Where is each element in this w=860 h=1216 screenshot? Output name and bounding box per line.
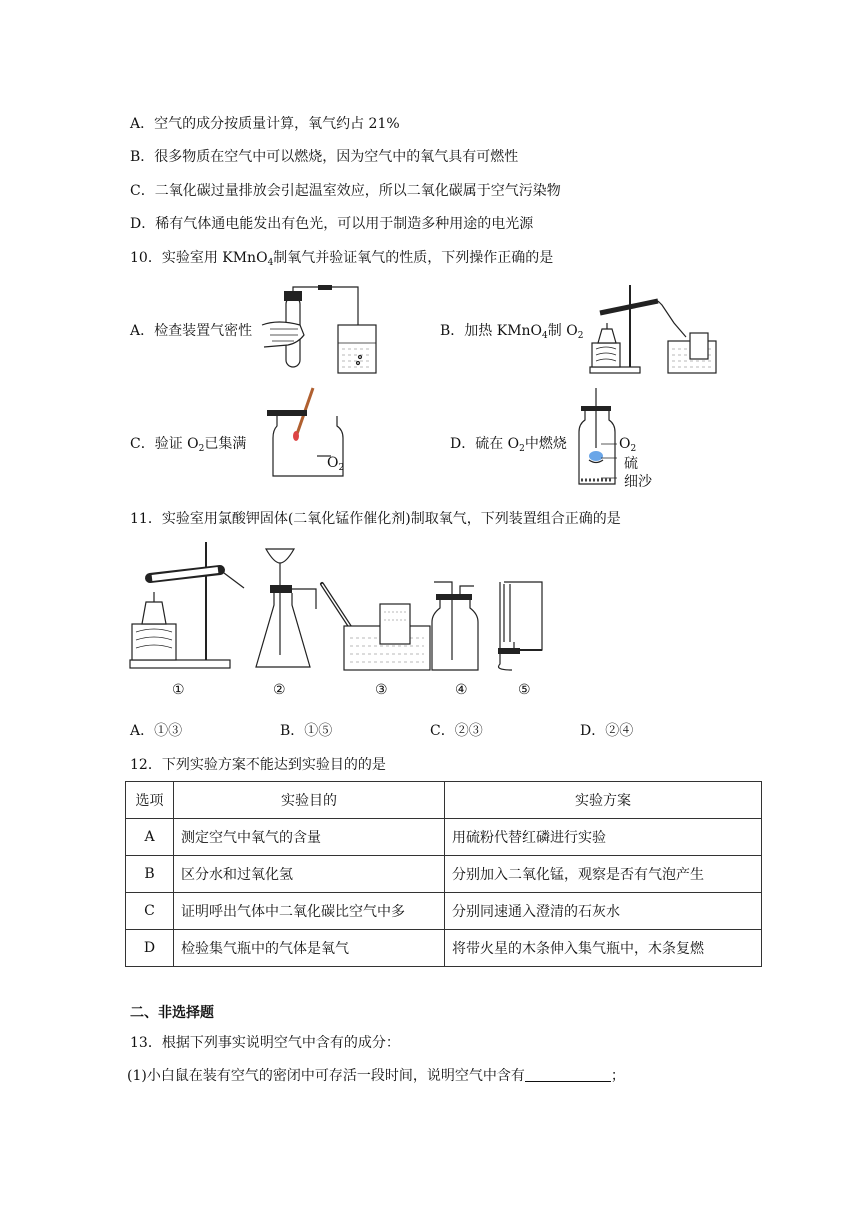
q11-option-c: C．②③ xyxy=(430,723,483,739)
table-row xyxy=(126,930,762,967)
q11-device-label-5: ⑤ xyxy=(518,682,531,698)
table-cell: 区分水和过氧化氢 xyxy=(174,856,445,893)
q10-d-sand-label: 细沙 xyxy=(624,474,652,490)
q11-stem: 11．实验室用氯酸钾固体(二氧化锰作催化剂)制取氧气，下列装置组合正确的是 xyxy=(130,511,621,527)
q10-d-o2-label: $O_2$ xyxy=(619,436,637,454)
q11-device-label-4: ④ xyxy=(455,682,468,698)
q13-stem: 13．根据下列事实说明空气中含有的成分： xyxy=(130,1035,400,1051)
q11-device-label-2: ② xyxy=(273,682,286,698)
q10-d-sulfur-label: 硫 xyxy=(624,456,638,472)
table-header-cell: 实验方案 xyxy=(445,782,762,819)
table-row xyxy=(126,856,762,893)
q11-option-a: A．①③ xyxy=(130,723,183,739)
table-cell: 分别同速通入澄清的石灰水 xyxy=(445,893,762,930)
q10-c-o2-label: $O_2$ xyxy=(327,455,345,473)
table-cell: A xyxy=(126,819,174,856)
table-header-row xyxy=(126,782,762,819)
table-cell: 测定空气中氧气的含量 xyxy=(174,819,445,856)
q10-option-c: C．验证 $O_2$已集满 xyxy=(130,436,247,454)
q11-device-2 xyxy=(252,545,318,673)
q12-stem: 12．下列实验方案不能达到实验目的的是 xyxy=(130,757,386,773)
q12-table xyxy=(125,781,762,967)
q9-option-c: C．二氧化碳过量排放会引起温室效应，所以二氧化碳属于空气污染物 xyxy=(130,183,561,199)
q11-device-label-1: ① xyxy=(172,682,185,698)
table-cell: D xyxy=(126,930,174,967)
q11-device-3 xyxy=(320,582,432,672)
table-row xyxy=(126,819,762,856)
table-cell: 将带火星的木条伸入集气瓶中，木条复燃 xyxy=(445,930,762,967)
q11-device-5 xyxy=(496,580,546,672)
q11-option-d: D．②④ xyxy=(580,723,634,739)
q10-fig-heating xyxy=(588,283,718,375)
q10-fig-verify-full xyxy=(265,386,360,481)
q10-option-b: B．加热 KMnO$_4$制 $O_2$ xyxy=(440,323,584,341)
q9-option-d: D．稀有气体通电能发出有色光，可以用于制造多种用途的电光源 xyxy=(130,216,534,232)
q13-part-1: (1)小白鼠在装有空气的密闭中可存活一段时间，说明空气中含有 ； xyxy=(127,1068,625,1084)
table-header-cell: 选项 xyxy=(126,782,174,819)
table-cell: B xyxy=(126,856,174,893)
table-cell: C xyxy=(126,893,174,930)
q11-device-4 xyxy=(430,580,480,672)
q10-stem: 10．实验室用 KMnO$_4$制氧气并验证氧气的性质，下列操作正确的是 xyxy=(130,250,554,268)
table-cell: 检验集气瓶中的气体是氧气 xyxy=(174,930,445,967)
q11-option-b: B．①⑤ xyxy=(280,723,333,739)
q9-option-b: B．很多物质在空气中可以燃烧，因为空气中的氧气具有可燃性 xyxy=(130,149,519,165)
table-row xyxy=(126,893,762,930)
q10-option-d: D．硫在 $O_2$中燃烧 xyxy=(450,436,567,454)
q11-device-1 xyxy=(128,540,246,672)
table-cell: 用硫粉代替红磷进行实验 xyxy=(445,819,762,856)
q11-device-label-3: ③ xyxy=(375,682,388,698)
section-heading: 二、非选择题 xyxy=(130,1005,214,1021)
q10-option-a: A．检查装置气密性 xyxy=(130,323,253,339)
answer-blank[interactable] xyxy=(525,1067,611,1082)
q10-fig-airtightness xyxy=(258,285,378,377)
table-header-cell: 实验目的 xyxy=(174,782,445,819)
table-cell: 证明呼出气体中二氧化碳比空气中多 xyxy=(174,893,445,930)
table-cell: 分别加入二氧化锰，观察是否有气泡产生 xyxy=(445,856,762,893)
q9-option-a: A．空气的成分按质量计算，氧气约占 21% xyxy=(130,116,400,132)
